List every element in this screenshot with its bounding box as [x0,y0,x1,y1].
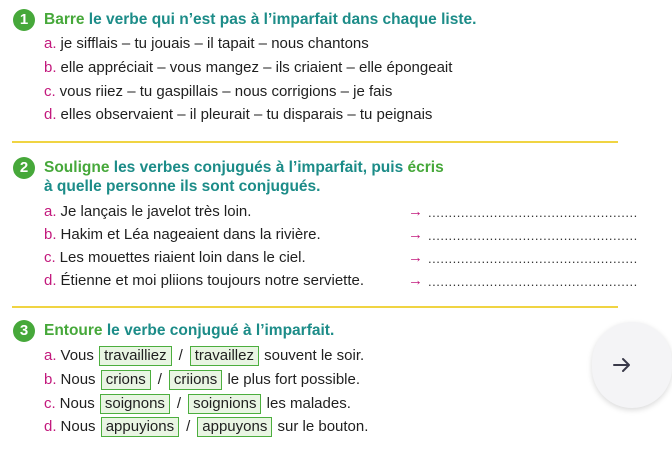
sentence-start: Nous [60,418,96,435]
item-letter: d. [44,106,57,123]
exercise-title [44,158,444,178]
option-separator: / [178,347,183,364]
next-page-button[interactable] [592,322,672,408]
verb-option[interactable]: soignions [188,394,261,414]
instruction-text: les verbes conjugués à l’imparfait, puis [109,159,408,176]
instruction-keyword: Barre [44,11,85,28]
arrow-right-icon [612,355,632,375]
item-letter: b. [44,371,57,388]
answer-line[interactable]: ................................................... [428,205,638,220]
exercise-number: 3 [13,320,35,342]
list-item [44,346,364,366]
item-text: Hakim et Léa nageaient dans la rivière. [60,226,321,243]
list-item [44,271,364,291]
item-text: vous riiez – tu gaspillais – nous corrigions – je fais [59,83,393,100]
arrow-right-icon: → [408,226,423,243]
sentence-end: souvent le soir. [264,347,365,364]
verb-option[interactable]: travaillez [190,346,259,366]
item-letter: b. [44,59,57,76]
list-item [44,82,392,102]
verb-option[interactable]: soignons [100,394,170,414]
sentence-start: Nous [59,395,95,412]
list-item [44,58,452,78]
instruction-keyword: écris [407,159,444,176]
item-text: Étienne et moi pliions toujours notre serviette. [60,272,365,289]
item-text: elles observaient – il pleurait – tu disparais – tu peignais [60,106,433,123]
answer-line[interactable]: ................................................... [428,228,638,243]
list-item [44,417,368,437]
list-item [44,248,306,268]
instruction-keyword: Entoure [44,322,103,339]
exercise-number: 2 [13,157,35,179]
option-separator: / [186,418,191,435]
exercise-title [44,321,334,341]
option-separator: / [176,395,182,412]
arrow-right-icon: → [408,249,423,266]
answer-line[interactable]: ................................................... [428,251,638,266]
verb-option[interactable]: travailliez [99,346,172,366]
verb-option[interactable]: crions [101,370,151,390]
item-text: Je lançais le javelot très loin. [60,203,252,220]
item-text: je sifflais – tu jouais – il tapait – nous chantons [60,35,369,52]
section-divider [12,141,618,143]
item-letter: b. [44,226,57,243]
exercise-title-line2: à quelle personne ils sont conjugués. [44,178,321,195]
instruction-keyword: Souligne [44,159,110,176]
item-text: elle appréciait – vous mangez – ils criaient – elle épongeait [60,59,453,76]
item-letter: a. [44,203,57,220]
list-item [44,394,351,414]
option-separator: / [157,371,162,388]
verb-option[interactable]: criions [169,370,222,390]
sentence-end: les malades. [266,395,351,412]
section-divider [12,306,618,308]
item-letter: d. [44,418,57,435]
arrow-right-icon: → [408,203,423,220]
item-letter: c. [44,83,56,100]
instruction-text: le verbe conjugué à l’imparfait. [102,322,335,339]
list-item [44,225,321,245]
sentence-start: Nous [60,371,96,388]
item-letter: a. [44,35,57,52]
item-text: Les mouettes riaient loin dans le ciel. [59,249,306,266]
sentence-end: sur le bouton. [277,418,369,435]
sentence-start: Vous [60,347,94,364]
answer-line[interactable]: ................................................... [428,274,638,289]
item-letter: c. [44,249,56,266]
item-letter: c. [44,395,56,412]
verb-option[interactable]: appuyons [197,417,272,437]
verb-option[interactable]: appuyions [101,417,179,437]
item-letter: d. [44,272,57,289]
list-item [44,34,369,54]
arrow-right-icon: → [408,272,423,289]
instruction-text: le verbe qui n’est pas à l’imparfait dans chaque liste. [84,11,477,28]
exercise-number: 1 [13,9,35,31]
list-item [44,202,251,222]
list-item [44,370,360,390]
list-item [44,105,432,125]
item-letter: a. [44,347,57,364]
sentence-end: le plus fort possible. [227,371,361,388]
exercise-title [44,10,476,30]
